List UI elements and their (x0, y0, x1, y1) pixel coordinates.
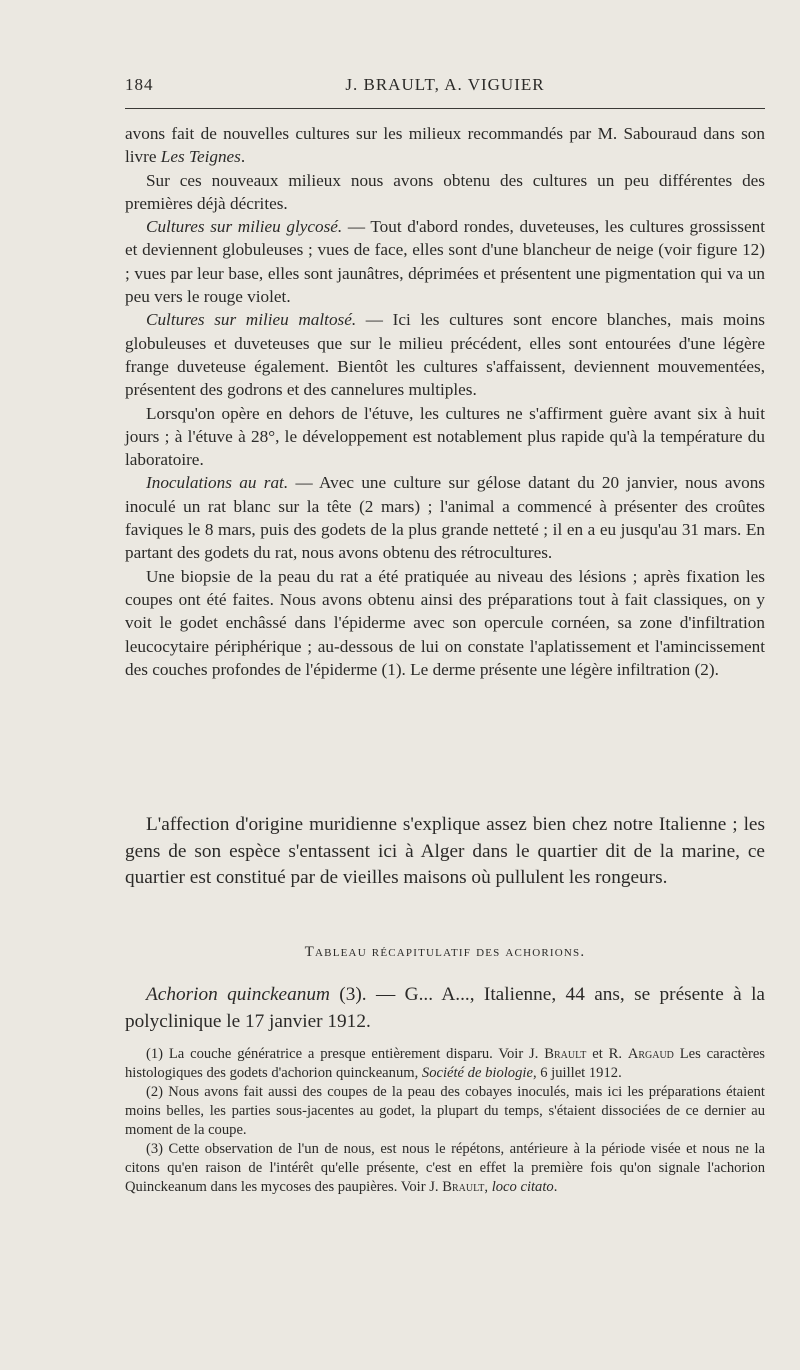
paragraph-maltose: Cultures sur milieu maltosé. — Ici les cultures sont encore blanches, mais moins globuleuses et duveteuses que sur le milieu précédent, elles sont entourées d'une légère frange duveteuse également. Bientôt les cultures s'affaissent, deviennent mouvementées, présentent des godrons et des cannelures multiples. (125, 310, 765, 400)
header-rule (125, 108, 765, 109)
footnotes (125, 1045, 765, 1197)
species-name: Achorion quinckeanum (146, 984, 330, 1005)
paragraph-1: avons fait de nouvelles cultures sur les milieux recommandés par M. Sabouraud dans son livre Les Teignes. (125, 124, 765, 167)
page-header (125, 73, 765, 99)
footnote-3: (3) Cette observation de l'un de nous, est nous le répétons, antérieure à la période visée et nous ne la citons qu'en raison de l'intérêt qu'elle présente, c'est en effet la première fois qu'on signale l'achorion Quinckeanum dans les mycoses des paupières. Voir J. Brault, loco citato. (125, 1141, 765, 1195)
paragraph-inoculations: Inoculations au rat. — Avec une culture sur gélose datant du 20 janvier, nous avons inoculé un rat blanc sur la tête (2 mars) ; l'animal a commencé à présenter des croûtes faviques le 8 mars, puis des godets de la plus grande netteté ; il en a eu jusqu'au 31 mars. En partant des godets du rat, nous avons obtenu des rétrocultures. (125, 473, 765, 563)
achorion-entry: Achorion quinckeanum (3). — G... A..., Italienne, 44 ans, se présente à la polyclinique le 17 janvier 1912. (125, 984, 765, 1032)
section-title: Tableau récapitulatif des achorions. (304, 944, 586, 960)
footnote-1: (1) La couche génératrice a presque entièrement disparu. Voir J. Brault et R. Argaud Les caractères histologiques des godets d'achorion quinckeanum, Société de biologie, 6 juillet 1912. (125, 1046, 765, 1081)
paragraph-affection: L'affection d'origine muridienne s'explique assez bien chez notre Italienne ; les gens de son espèce s'entassent ici à Alger dans le quartier dit de la marine, ce quartier est constitué par de vieilles maisons où pullulent les rongeurs. (125, 814, 765, 888)
conclusion-text (125, 812, 765, 892)
page-number: 184 (125, 75, 154, 94)
footnote-2: (2) Nous avons fait aussi des coupes de la peau des cobayes inoculés, mais ici les préparations étaient moins belles, les parties sous-jacentes au godet, la plupart du temps, s'étaient dissociées de ce dernier au moment de la coupe. (125, 1084, 765, 1138)
main-text (125, 122, 765, 681)
paragraph-2: Sur ces nouveaux milieux nous avons obtenu des cultures un peu différentes des premières déjà décrites. (125, 170, 765, 213)
paragraph-biopsie: Une biopsie de la peau du rat a été pratiquée au niveau des lésions ; après fixation les coupes ont été faites. Nous avons obtenu ainsi des préparations tout à fait classiques, on y voit le godet enchâssé dans l'épiderme avec son opercule cornéen, sa zone d'infiltration leucocytaire périphérique ; au-dessous de lui on constate l'aplatissement et l'amincissement des couches profondes de l'épiderme (1). Le derme présente une légère infiltration (2). (125, 566, 765, 679)
running-title: J. BRAULT, A. VIGUIER (345, 75, 545, 94)
paragraph-etuve: Lorsqu'on opère en dehors de l'étuve, les cultures ne s'affirment guère avant six à huit jours ; à l'étuve à 28°, le développement est notablement plus rapide qu'à la température du laboratoire. (125, 403, 765, 470)
paragraph-glycose: Cultures sur milieu glycosé. — Tout d'abord rondes, duveteuses, les cultures grossissent et deviennent globuleuses ; vues de face, elles sont d'une blancheur de neige (voir figure 12) ; vues par leur base, elles sont jaunâtres, déprimées et présentent une pigmentation qui va un peu vers le rouge violet. (125, 217, 765, 307)
